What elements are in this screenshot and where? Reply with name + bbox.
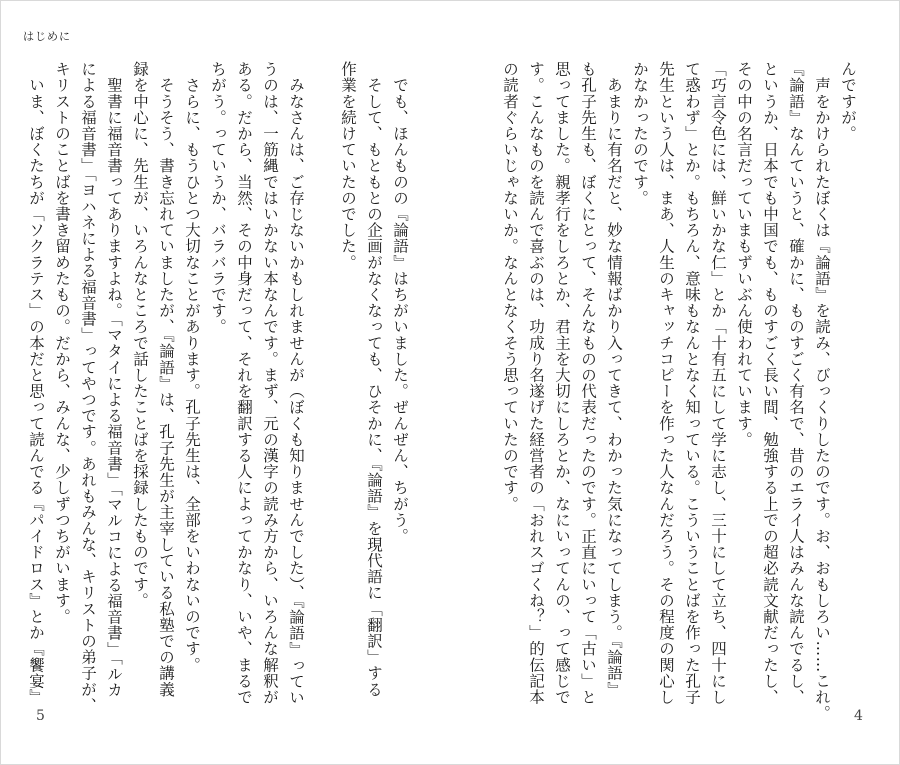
- text-line: 先生という人は、まあ、人生のキャッチコピーを作った人なんだろう。その程度の関心し: [657, 61, 675, 705]
- text-line: いま、ぼくたちが「ソクラテス」の本だと思って読んでる『パイドロス』とか『饗宴』: [27, 61, 45, 705]
- page-5-text: [23, 61, 413, 714]
- text-line: あまりに有名だと、妙な情報ばかり入ってきて、わかった気になってしまう。『論語』: [605, 61, 623, 698]
- text-line: す。こんなものを読んで喜ぶのは、功成り名遂げた経営者の「おれスゴくね？」的伝記本: [527, 61, 545, 705]
- text-line: うのは、一筋縄ではいかない本なんです。まず、元の漢字の読み方から、いろんな解釈が: [261, 61, 279, 705]
- text-line: 「巧言令色には、鮮いかな仁」とか「十有五にして学に志し、三十にして立ち、四十にし: [709, 61, 727, 705]
- text-line: 『論語』なんていうと、確かに、ものすごく有名で、昔のエライ人はみんな読んでるし、: [787, 61, 805, 705]
- page-number-right: 4: [854, 708, 863, 724]
- text-line: そして、もともとの企画がなくなっても、ひそかに、『論語』を現代語に「翻訳」する: [365, 61, 383, 698]
- text-line: みなさんは、ご存じないかもしれませんが（ぼくも知りませんでした）、『論語』ってい: [287, 61, 305, 706]
- text-line: て惑わず」とか。もちろん、意味もなんとなく知っている。こういうことばを作った孔子: [683, 61, 701, 705]
- text-line: の読者ぐらいじゃないか。なんとなくそう思っていたのです。: [501, 61, 519, 512]
- text-line: 作業を続けていたのでした。: [339, 61, 357, 271]
- text-line: その中の名言だっていまもずいぶん使われています。: [735, 61, 753, 448]
- text-line: ちがう。っていうか、バラバラです。: [209, 61, 227, 335]
- text-line: も孔子先生も、ぼくにとって、そんなものの代表だったのです。正直にいって「古い」と: [579, 61, 597, 705]
- text-line: 聖書に福音書ってありますよね。「マタイによる福音書」「マルコによる福音書」「ルカ: [105, 61, 123, 698]
- text-line: んですが。: [839, 61, 857, 142]
- text-line: かなかったのです。: [631, 61, 649, 206]
- text-line: 思ってました。親孝行をしろとか、君主を大切にしろとか、なにいってんの、って感じで: [553, 61, 571, 705]
- text-line: 声をかけられたぼくは『論語』を読み、びっくりしたのです。お、おもしろい……これ。: [813, 61, 831, 722]
- text-line: による福音書」「ヨハネによる福音書」ってやつです。あれもみんな、キリストの弟子が、: [79, 61, 97, 714]
- page-4-text: [497, 61, 861, 722]
- text-line: でも、ほんものの『論語』はちがいました。ぜんぜん、ちがう。: [391, 61, 409, 544]
- page-number-left: 5: [36, 708, 45, 724]
- blank-line: [309, 61, 335, 701]
- chapter-header: はじめに: [23, 30, 71, 43]
- text-line: さらに、もうひとつ大切なことがあります。孔子先生は、全部をいわないのです。: [183, 61, 201, 673]
- text-line: というか、日本でも中国でも、ものすごく長い間、勉強する上での超必読文献だったし、: [761, 61, 779, 705]
- text-line: ある。だから、当然、その中身だって、それを翻訳する人によってかなり、いや、まるで: [235, 61, 253, 705]
- text-line: キリストのことばを書き留めたもの。だから、みんな、少しずつちがいます。: [53, 61, 71, 625]
- text-line: そうそう、書き忘れていましたが、『論語』は、孔子先生が主宰している私塾での講義: [157, 61, 175, 698]
- text-line: 録を中心に、先生が、いろんなところで話したことばを採録したものです。: [131, 61, 149, 609]
